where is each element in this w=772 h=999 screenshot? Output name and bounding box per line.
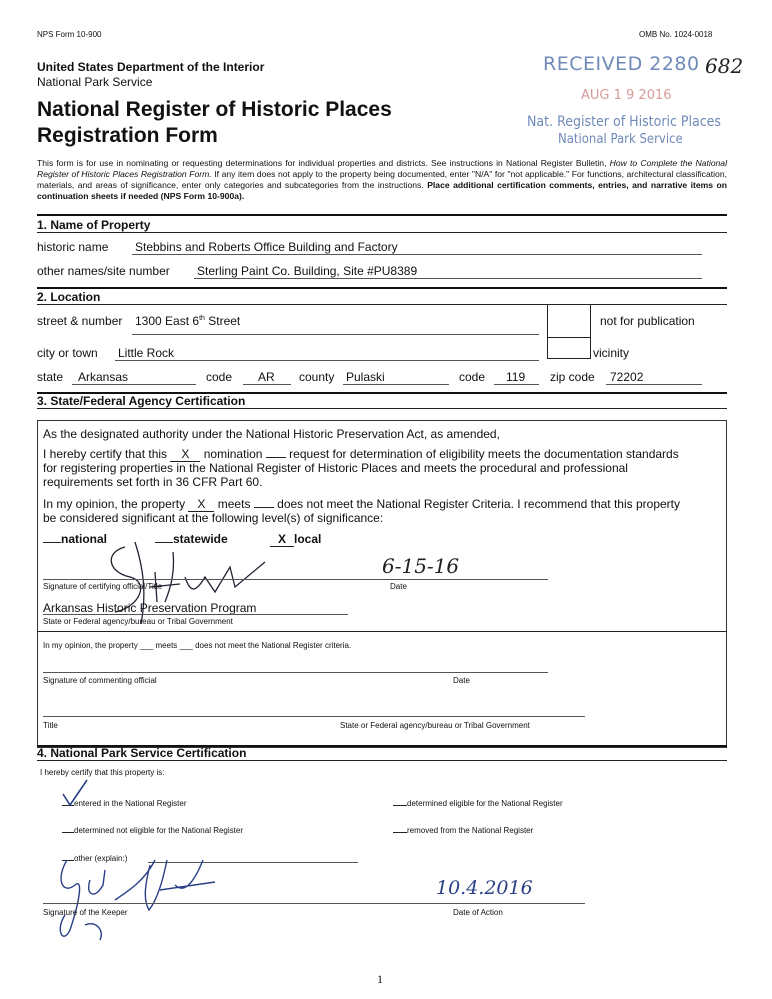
stamp-line1: Nat. Register of Historic Places xyxy=(527,114,722,130)
street-value: 1300 East 6th Street xyxy=(135,314,241,328)
title-agency-label: State or Federal agency/bureau or Tribal Government xyxy=(340,721,530,730)
level-national[interactable]: national xyxy=(43,532,107,546)
comment-opinion: In my opinion, the property ___ meets ___ does not meet the National Register criteria. xyxy=(43,641,352,650)
not-for-publication-checkbox[interactable] xyxy=(547,304,591,338)
state-value: Arkansas xyxy=(78,370,129,384)
level-statewide[interactable]: statewide xyxy=(155,532,228,546)
state-code-value: AR xyxy=(258,370,275,384)
form-title-line1: National Register of Historic Places xyxy=(37,98,392,121)
street-label: street & number xyxy=(37,314,123,328)
section4-heading: 4. National Park Service Certification xyxy=(37,746,247,760)
certifying-date-handwritten: 6-15-16 xyxy=(382,554,460,578)
agency-label: State or Federal agency/bureau or Tribal Government xyxy=(43,617,233,626)
keeper-signature-label: Signature of the Keeper xyxy=(43,908,128,917)
level-local[interactable]: X local xyxy=(270,532,321,547)
stamp-line2: National Park Service xyxy=(558,132,683,147)
page-number: 1 xyxy=(377,972,383,986)
state-code-label: code xyxy=(206,370,233,384)
certifying-signature-label: Signature of certifying official/Title xyxy=(43,582,163,591)
section1-heading: 1. Name of Property xyxy=(37,218,151,232)
keeper-date-label: Date of Action xyxy=(453,908,503,917)
county-code-value: 119 xyxy=(506,370,526,384)
keeper-date-handwritten: 10.4.2016 xyxy=(436,877,533,899)
zip-label: zip code xyxy=(550,370,595,384)
certify-line1: I hereby certify that this X nomination request for determination of eligibility meets the documentation standards xyxy=(43,447,679,461)
authority-text: As the designated authority under the National Historic Preservation Act, as amended, xyxy=(43,427,500,441)
keeper-signature xyxy=(45,840,245,945)
opinion-line2: be considered significant at the following level(s) of significance: xyxy=(43,511,384,525)
not-for-publication-label: not for publication xyxy=(600,314,695,328)
keeper-certify-text: I hereby certify that this property is: xyxy=(40,768,165,777)
county-value: Pulaski xyxy=(346,370,385,384)
option-removed[interactable]: removed from the National Register xyxy=(393,826,533,835)
form-title-line2: Registration Form xyxy=(37,124,218,147)
other-names-label: other names/site number xyxy=(37,264,170,278)
section2-heading: 2. Location xyxy=(37,290,101,304)
comment-signature-label: Signature of commenting official xyxy=(43,676,157,685)
city-value: Little Rock xyxy=(118,346,175,360)
service: National Park Service xyxy=(37,75,153,89)
form-number: NPS Form 10-900 xyxy=(37,30,102,39)
other-names-value: Sterling Paint Co. Building, Site #PU8389 xyxy=(197,264,418,278)
county-label: county xyxy=(299,370,335,384)
checkmark-icon xyxy=(60,778,90,808)
instructions: This form is for use in nominating or requesting determinations for individual properties and districts. See instructions in National Register Bulletin, How to Complete the National Register of Historic Places Registration Form. If any item does not apply to the property being documented, enter "N/A" for "not applicable." For functions, architectural classification, materials, and areas of significance, enter only categories and subcategories from the instructions. Place additional certification comments, entries, and narrative items on continuation sheets if needed (NPS Form 10-900a). xyxy=(37,158,727,201)
historic-name-value: Stebbins and Roberts Office Building and Factory xyxy=(135,240,398,254)
omb-number: OMB No. 1024-0018 xyxy=(639,30,713,39)
option-determined-eligible[interactable]: determined eligible for the National Register xyxy=(393,799,563,808)
county-code-label: code xyxy=(459,370,486,384)
opinion-line1: In my opinion, the property X meets does not meet the National Register Criteria. I recommend that this property xyxy=(43,497,680,511)
department: United States Department of the Interior xyxy=(37,60,265,74)
comment-date-label: Date xyxy=(453,676,470,685)
certify-line3: requirements set forth in 36 CFR Part 60. xyxy=(43,475,263,489)
zip-value: 72202 xyxy=(610,370,644,384)
title-label: Title xyxy=(43,721,58,730)
option-entered[interactable]: entered in the National Register xyxy=(62,799,187,808)
certifying-date-label: Date xyxy=(390,582,407,591)
option-other[interactable]: other (explain:) xyxy=(62,854,127,863)
received-stamp: RECEIVED 2280 xyxy=(543,53,700,75)
city-label: city or town xyxy=(37,346,98,360)
stamp-date: AUG 1 9 2016 xyxy=(581,88,672,103)
vicinity-checkbox[interactable] xyxy=(547,336,591,359)
state-label: state xyxy=(37,370,64,384)
certify-line2: for registering properties in the National Register of Historic Places and meets the procedural and professional xyxy=(43,461,628,475)
historic-name-label: historic name xyxy=(37,240,109,254)
section3-heading: 3. State/Federal Agency Certification xyxy=(37,394,246,408)
agency-value: Arkansas Historic Preservation Program xyxy=(43,601,257,615)
option-determined-not-eligible[interactable]: determined not eligible for the National Register xyxy=(62,826,243,835)
handwritten-number: 682 xyxy=(705,54,744,78)
vicinity-label: vicinity xyxy=(593,346,630,360)
